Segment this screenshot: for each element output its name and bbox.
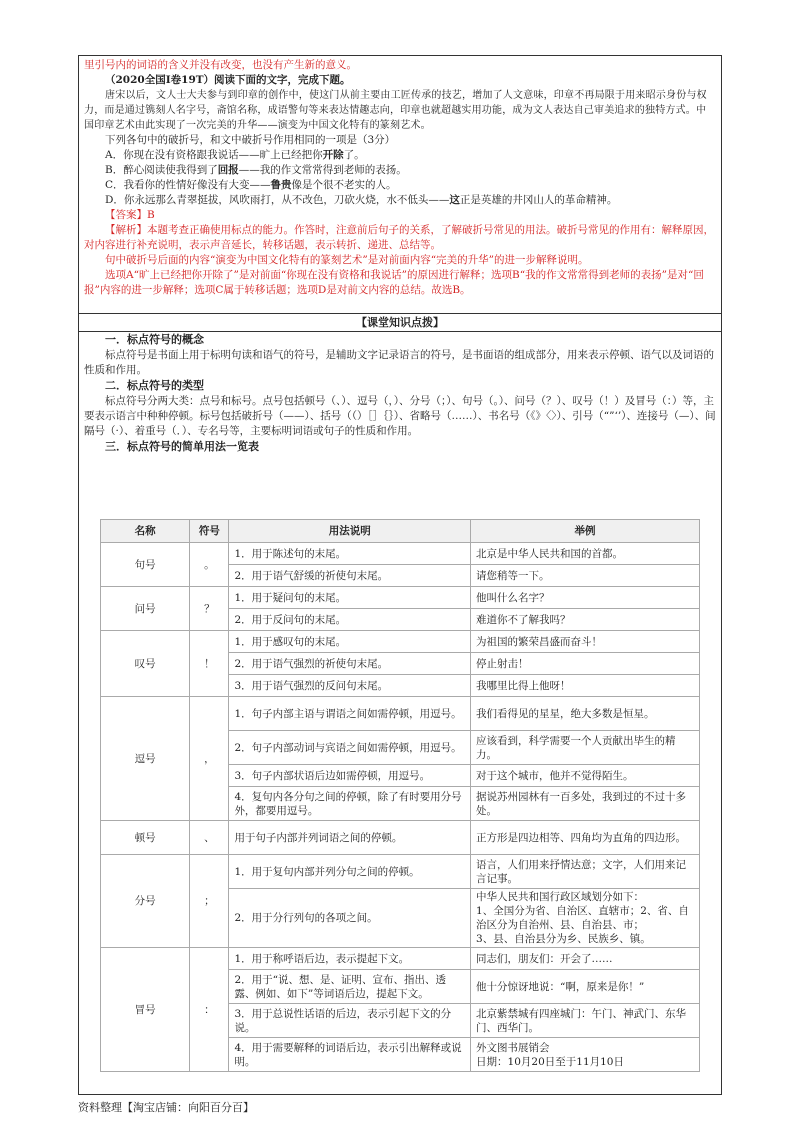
page-frame xyxy=(78,55,722,1095)
table-row xyxy=(101,631,700,653)
cell-name: 逗号 xyxy=(101,697,190,821)
cell-symbol: ， xyxy=(190,697,229,821)
cell-example: 外文图书展销会 日期：10月20日至于11月10日 xyxy=(471,1038,700,1072)
cell-symbol: ！ xyxy=(190,631,229,697)
header-example: 举例 xyxy=(471,520,700,543)
table-header-row xyxy=(101,520,700,543)
analysis-2: 句中破折号后面的内容“演变为中国文化特有的篆刻艺术”是对前面内容“完美的升华”的进一步解释说明。 xyxy=(105,254,589,266)
table-body xyxy=(101,543,700,1072)
cell-example: 他叫什么名字？ xyxy=(471,587,700,609)
cell-name: 顿号 xyxy=(101,821,190,855)
cell-usage: 1．用于感叹句的末尾。 xyxy=(229,631,471,653)
cell-example: 请您稍等一下。 xyxy=(471,565,700,587)
concept-text: 标点符号是书面上用于标明句读和语气的符号，是辅助文字记录语言的符号，是书面语的组成部分，用来表示停顿、语气以及词语的性质和作用。 xyxy=(84,349,714,376)
cell-symbol: ？ xyxy=(190,587,229,631)
cell-example: 北京是中华人民共和国的首都。 xyxy=(471,543,700,565)
option-d: D．你永远那么青翠挺拔，风吹雨打，从不改色，刀砍火烧，水不低头——这正是英雄的井冈山人的革命精神。 xyxy=(105,194,618,206)
cell-symbol: ； xyxy=(190,855,229,948)
passage: 唐宋以后，文人士大夫参与到印章的创作中，使这门从前主要由工匠传承的技艺，增加了人文意味，印章不再局限于用来昭示身份与权力，而是通过镌刻人名字号，斋馆名称，成语警句等来表达情趣志向，印章也就超越实用功能，成为文人表达自己审美追求的独特方式。中国印章艺术由此实现了一次完美的升华——演变为中国文化特有的篆刻艺术。 xyxy=(84,90,707,131)
types-text: 标点符号分两大类：点号和标号。点号包括顿号（、）、逗号（，）、分号（；）、句号（。）、问号（？）、叹号（！）及冒号（：）等，主要表示语言中种种停顿。标号包括破折号（——）、括号（（）［］｛｝）、省略号（……）、书名号（《》〈〉）、引号（“”‘’）、连接号（—）、间隔号（·）、着重号（．）、专名号等，主要标明词语或句子的性质和作用。 xyxy=(84,395,716,437)
cell-usage: 2．用于语气舒缓的祈使句末尾。 xyxy=(229,565,471,587)
header-usage: 用法说明 xyxy=(229,520,471,543)
cell-name: 问号 xyxy=(101,587,190,631)
heading-usage-table: 三．标点符号的简单用法一览表 xyxy=(105,440,259,453)
cell-example: 语言，人们用来抒情达意；文字，人们用来记言记事。 xyxy=(471,855,700,889)
cell-usage: 3．用于语气强烈的反问句末尾。 xyxy=(229,675,471,697)
cell-name: 分号 xyxy=(101,855,190,948)
table-row xyxy=(101,855,700,889)
cell-example: 他十分惊讶地说：“啊，原来是你！” xyxy=(471,970,700,1004)
cell-usage: 1．句子内部主语与谓语之间如需停顿，用逗号。 xyxy=(229,697,471,731)
cell-example: 据说苏州园林有一百多处，我到过的不过十多处。 xyxy=(471,787,700,821)
cell-name: 叹号 xyxy=(101,631,190,697)
cell-example: 中华人民共和国行政区域划分如下： 1、全国分为省、自治区、直辖市；2、省、自治区分为自治州、县、自治县、市； 3、县、自治县分为乡、民族乡、镇。 xyxy=(471,889,700,948)
cell-symbol: 、 xyxy=(190,821,229,855)
cell-usage: 1．用于陈述句的末尾。 xyxy=(229,543,471,565)
cell-usage: 1．用于疑问句的末尾。 xyxy=(229,587,471,609)
cell-name: 句号 xyxy=(101,543,190,587)
cell-example: 北京紫禁城有四座城门：午门、神武门、东华门、西华门。 xyxy=(471,1004,700,1038)
option-b: B．醉心阅读使我得到了回报——我的作文常常得到老师的表扬。 xyxy=(105,164,407,176)
cell-example: 我们看得见的星星，绝大多数是恒星。 xyxy=(471,697,700,731)
header-name: 名称 xyxy=(101,520,190,543)
cell-usage: 4．用于需要解释的词语后边，表示引出解释或说明。 xyxy=(229,1038,471,1072)
table-row xyxy=(101,587,700,609)
cell-usage: 2．用于反问句的末尾。 xyxy=(229,609,471,631)
analysis-3: 选项A“旷上已经把你开除了”是对前面“你现在没有资格和我说话”的原因进行解释；选项B“我的作文常常得到老师的表扬”是对“回报”内容的进一步解释；选项C属于转移话题；选项D是对前文内容的总结。故选B。 xyxy=(84,269,704,296)
knowledge-section xyxy=(79,332,721,455)
cell-example: 难道你不了解我吗？ xyxy=(471,609,700,631)
carryover-line: 里引号内的词语的含义并没有改变，也没有产生新的意义。 xyxy=(84,59,357,71)
cell-usage: 1．用于称呼语后边，表示提起下文。 xyxy=(229,948,471,970)
cell-name: 冒号 xyxy=(101,948,190,1072)
table-row xyxy=(101,948,700,970)
cell-usage: 2．用于语气强烈的祈使句末尾。 xyxy=(229,653,471,675)
table-row xyxy=(101,821,700,855)
cell-example: 对于这个城市，他并不觉得陌生。 xyxy=(471,765,700,787)
heading-concept: 一．标点符号的概念 xyxy=(105,333,204,346)
punctuation-table xyxy=(100,519,700,1072)
cell-usage: 2．用于“说、想、是、证明、宣布、指出、透露、例如、如下”等词语后边，提起下文。 xyxy=(229,970,471,1004)
question-stem: 下列各句中的破折号，和文中破折号作用相同的一项是（3分） xyxy=(105,134,396,146)
table-row xyxy=(101,697,700,731)
answer: 【答案】B xyxy=(105,209,155,221)
cell-example: 同志们，朋友们：开会了…… xyxy=(471,948,700,970)
cell-usage: 2．句子内部动词与宾语之间如需停顿，用逗号。 xyxy=(229,731,471,765)
cell-example: 我哪里比得上他呀！ xyxy=(471,675,700,697)
question-title: （2020全国Ⅰ卷19T）阅读下面的文字，完成下题。 xyxy=(105,74,351,86)
cell-usage: 1．用于复句内部并列分句之间的停顿。 xyxy=(229,855,471,889)
cell-usage: 4．复句内各分句之间的停顿，除了有时要用分号外，都要用逗号。 xyxy=(229,787,471,821)
exercise-section xyxy=(79,56,721,314)
header-symbol: 符号 xyxy=(190,520,229,543)
cell-example: 停止射击！ xyxy=(471,653,700,675)
cell-usage: 用于句子内部并列词语之间的停顿。 xyxy=(229,821,471,855)
heading-types: 二．标点符号的类型 xyxy=(105,379,204,392)
section-band-title: 【课堂知识点拨】 xyxy=(79,314,721,332)
option-a: A．你现在没有资格跟我说话——旷上已经把你开除了。 xyxy=(105,149,365,161)
cell-example: 正方形是四边相等、四角均为直角的四边形。 xyxy=(471,821,700,855)
table-row xyxy=(101,543,700,565)
analysis: 【解析】本题考查正确使用标点的能力。作答时，注意前后句子的关系，了解破折号常见的用法。破折号常见的作用有：解释原因，对内容进行补充说明，表示声音延长，转移话题，表示转折、递进、总结等。 xyxy=(84,224,714,251)
cell-symbol: ： xyxy=(190,948,229,1072)
option-c: C．我看你的性情好像没有大变——鲁贵像是个很不老实的人。 xyxy=(105,179,397,191)
cell-example: 应该看到，科学需要一个人贡献出毕生的精力。 xyxy=(471,731,700,765)
cell-usage: 2．用于分行列句的各项之间。 xyxy=(229,889,471,948)
cell-usage: 3．用于总说性话语的后边，表示引起下文的分说。 xyxy=(229,1004,471,1038)
cell-example: 为祖国的繁荣昌盛而奋斗！ xyxy=(471,631,700,653)
footer-note: 资料整理【淘宝店铺：向阳百分百】 xyxy=(78,1101,254,1114)
cell-usage: 3．句子内部状语后边如需停顿，用逗号。 xyxy=(229,765,471,787)
cell-symbol: 。 xyxy=(190,543,229,587)
